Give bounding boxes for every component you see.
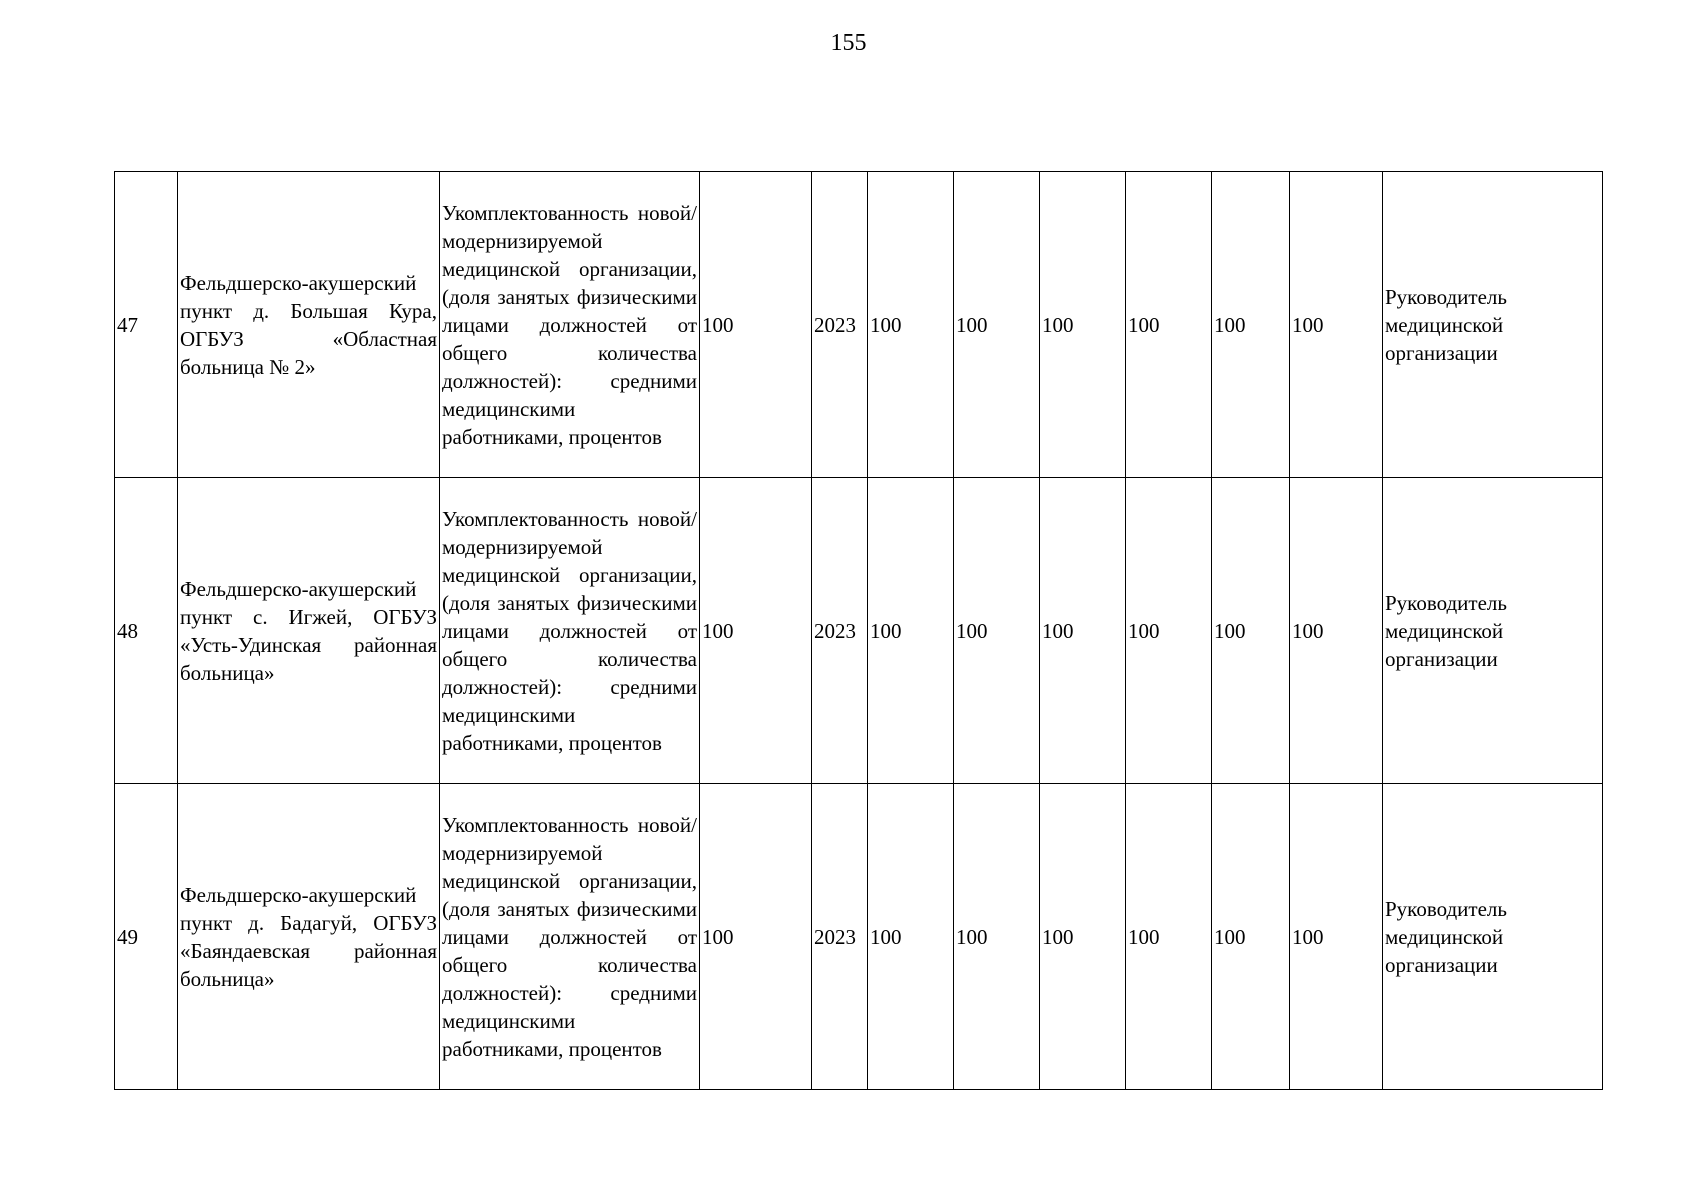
base-value: 100 <box>700 478 812 784</box>
base-year: 2023 <box>812 478 868 784</box>
row-number: 47 <box>115 172 178 478</box>
target-value: 100 <box>954 172 1040 478</box>
target-value: 100 <box>1040 784 1126 1090</box>
target-value: 100 <box>1212 478 1290 784</box>
target-value: 100 <box>1126 478 1212 784</box>
responsible-party: Руководитель медицинской организации <box>1383 784 1603 1090</box>
table-row <box>115 784 1603 1090</box>
page-number: 155 <box>830 30 867 56</box>
base-year: 2023 <box>812 172 868 478</box>
target-value: 100 <box>1126 784 1212 1090</box>
target-value: 100 <box>1212 784 1290 1090</box>
target-value: 100 <box>868 172 954 478</box>
target-value: 100 <box>868 478 954 784</box>
indicator-description: Укомплектованность новой/модернизируемой медицинской организации, (доля занятых физическими лицами должностей от общего количества должностей): средними медицинскими работниками, процентов <box>440 784 700 1090</box>
target-value: 100 <box>1040 478 1126 784</box>
facility-name: Фельдшерско-акушерский пункт с. Игжей, ОГБУЗ «Усть-Удинская районная больница» <box>178 478 440 784</box>
responsible-party: Руководитель медицинской организации <box>1383 478 1603 784</box>
indicators-table <box>114 171 1603 1090</box>
row-number: 48 <box>115 478 178 784</box>
target-value: 100 <box>868 784 954 1090</box>
base-year: 2023 <box>812 784 868 1090</box>
facility-name: Фельдшерско-акушерский пункт д. Большая Кура, ОГБУЗ «Областная больница № 2» <box>178 172 440 478</box>
target-value: 100 <box>1212 172 1290 478</box>
target-value: 100 <box>1126 172 1212 478</box>
target-value: 100 <box>1290 784 1383 1090</box>
facility-name: Фельдшерско-акушерский пункт д. Бадагуй, ОГБУЗ «Баяндаевская районная больница» <box>178 784 440 1090</box>
responsible-party: Руководитель медицинской организации <box>1383 172 1603 478</box>
target-value: 100 <box>1290 172 1383 478</box>
row-number: 49 <box>115 784 178 1090</box>
target-value: 100 <box>954 784 1040 1090</box>
base-value: 100 <box>700 172 812 478</box>
target-value: 100 <box>1040 172 1126 478</box>
indicator-description: Укомплектованность новой/модернизируемой медицинской организации, (доля занятых физическими лицами должностей от общего количества должностей): средними медицинскими работниками, процентов <box>440 478 700 784</box>
table-row <box>115 478 1603 784</box>
target-value: 100 <box>954 478 1040 784</box>
table-row <box>115 172 1603 478</box>
indicator-description: Укомплектованность новой/модернизируемой медицинской организации, (доля занятых физическими лицами должностей от общего количества должностей): средними медицинскими работниками, процентов <box>440 172 700 478</box>
base-value: 100 <box>700 784 812 1090</box>
target-value: 100 <box>1290 478 1383 784</box>
